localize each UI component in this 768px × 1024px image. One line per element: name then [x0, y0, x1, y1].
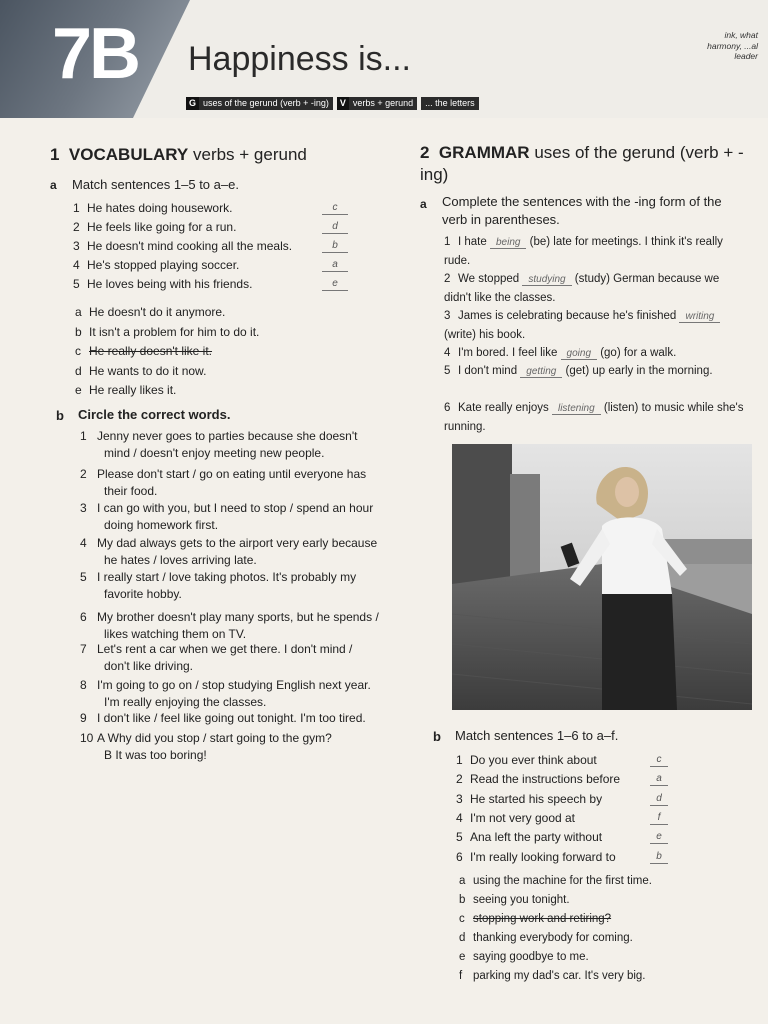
grammar-item [444, 399, 749, 436]
answer-blank: going [561, 348, 597, 360]
grammar-b-instruction: Match sentences 1–6 to a–f. [455, 728, 619, 743]
item-text: He loves being with his friends. [87, 277, 253, 291]
item-line: mind / doesn't enjoy meeting new people. [104, 446, 325, 460]
match-item [456, 828, 656, 846]
option-text: saying goodbye to me. [473, 951, 589, 963]
grammar-item [444, 344, 749, 363]
item-text: Ana left the party without [470, 830, 603, 845]
match-option [459, 967, 749, 985]
vocab-number: 1 [50, 145, 60, 164]
item-line: Let's rent a car when we get there. I don't mind / [97, 642, 353, 656]
option-text: It isn't a problem for him to do it. [89, 324, 260, 339]
answer-blank: studying [522, 274, 571, 286]
item-number: 8 [80, 678, 87, 692]
grammar-title: GRAMMAR [438, 143, 530, 162]
option-letter: e [459, 951, 466, 963]
circle-item [80, 569, 410, 603]
vocab-option [75, 303, 395, 321]
item-number: 5 [456, 830, 463, 845]
option-letter: f [459, 970, 463, 982]
grammar-item [444, 270, 749, 307]
answer-blank: being [490, 237, 526, 249]
item-number: 3 [456, 791, 463, 806]
option-letter: e [75, 383, 82, 397]
item-post: (be) late for meetings. I think it's really rude. [444, 236, 723, 267]
item-text: Do you ever think about [470, 753, 597, 767]
topic-bar [186, 97, 479, 110]
item-number: 1 [456, 753, 463, 767]
item-line: I'm going to go on / stop studying English next year. [97, 678, 371, 692]
circle-item [80, 466, 410, 500]
match-option [459, 891, 749, 909]
item-line: A Why did you stop / start going to the gym? [97, 731, 332, 745]
item-post: (go) for a walk. [597, 347, 677, 359]
vocab-heading [50, 145, 307, 165]
item-number: 2 [80, 467, 87, 481]
item-line: My brother doesn't play many sports, but he spends / [97, 610, 379, 624]
item-number: 2 [444, 273, 451, 285]
answer-blank: f [650, 812, 668, 825]
option-letter: c [75, 344, 81, 358]
item-text: He feels like going for a run. [87, 220, 237, 234]
option-letter: b [459, 894, 466, 906]
answer-blank: a [322, 259, 348, 272]
item-text: I'm not very good at [470, 810, 576, 825]
match-item [456, 770, 656, 788]
grammar-topic: uses of the gerund (verb + -ing) [199, 97, 333, 110]
option-letter: d [75, 363, 82, 378]
option-letter: a [459, 875, 466, 887]
item-pre: I'm bored. I feel like [458, 347, 561, 359]
item-number: 5 [444, 365, 451, 377]
match-option [459, 929, 749, 947]
item-number: 2 [456, 772, 463, 787]
answer-blank: e [322, 278, 348, 291]
item-post: (write) his book. [444, 329, 526, 341]
item-pre: I don't mind [458, 365, 521, 377]
circle-item [80, 609, 410, 643]
circle-item [80, 677, 410, 711]
item-number: 1 [444, 236, 451, 248]
item-number: 10 [80, 731, 94, 745]
runner-illustration [452, 444, 752, 710]
answer-blank: d [322, 221, 348, 234]
item-number: 2 [73, 220, 80, 234]
item-line: I don't like / feel like going out tonight. I'm too tired. [97, 711, 366, 725]
option-text: He wants to do it now. [89, 363, 207, 378]
match-item [456, 848, 656, 866]
item-number: 4 [73, 258, 80, 272]
item-number: 1 [80, 429, 87, 443]
grammar-a-label: a [420, 197, 427, 211]
answer-blank: b [650, 851, 668, 864]
circle-item [80, 641, 410, 675]
item-line: Please don't start / go on eating until everyone has [97, 467, 367, 481]
answer-blank: c [322, 202, 348, 215]
item-line: I really start / love taking photos. It's probably my [97, 570, 357, 584]
item-line: favorite hobby. [104, 587, 182, 601]
runner-photo [452, 444, 752, 710]
answer-blank: listening [552, 403, 601, 415]
page-title: Happiness is... [188, 40, 411, 78]
item-line: don't like driving. [104, 659, 194, 673]
grammar-number: 2 [420, 143, 430, 162]
option-text: stopping work and retiring? [473, 913, 612, 925]
vocab-a-label: a [50, 178, 57, 192]
item-number: 6 [456, 849, 463, 864]
item-line: doing homework first. [104, 518, 219, 532]
item-pre: We stopped [458, 273, 523, 285]
answer-blank: getting [520, 366, 562, 378]
option-letter: b [75, 324, 82, 339]
match-option [459, 910, 749, 928]
item-line: he hates / loves arriving late. [104, 553, 257, 567]
grammar-item [444, 307, 749, 344]
grammar-subtitle: uses of the gerund (verb + -ing) [420, 143, 744, 184]
corner-text: ink, what harmony, ...al leader [707, 30, 758, 62]
item-line: Jenny never goes to parties because she doesn't [97, 429, 358, 443]
item-post: (get) up early in the morning. [562, 365, 713, 377]
circle-item [80, 730, 410, 764]
item-number: 1 [73, 201, 80, 215]
item-line: B It was too boring! [104, 748, 207, 762]
vocab-title: VOCABULARY [68, 145, 189, 164]
item-post: (listen) to music while she's running. [444, 402, 744, 433]
item-number: 6 [80, 610, 87, 624]
item-text: He doesn't mind cooking all the meals. [87, 239, 293, 253]
item-text: Read the instructions before [470, 772, 621, 787]
answer-blank: writing [679, 311, 720, 323]
option-letter: d [459, 932, 466, 944]
item-line: their food. [104, 484, 158, 498]
item-number: 9 [80, 711, 87, 725]
unit-number: 7B [52, 14, 139, 94]
item-pre: Kate really enjoys [458, 402, 552, 414]
item-number: 3 [73, 239, 80, 253]
circle-item [80, 428, 410, 462]
option-text: parking my dad's car. It's very big. [473, 970, 646, 982]
item-line: I'm really enjoying the classes. [104, 695, 267, 709]
grammar-heading [420, 142, 750, 186]
item-number: 6 [444, 402, 451, 414]
extra-topic: ... the letters [421, 97, 479, 110]
match-option [459, 948, 749, 966]
vocab-key: V [337, 97, 349, 110]
match-item [456, 790, 656, 808]
vocab-option [75, 342, 395, 360]
item-number: 4 [80, 536, 87, 550]
option-text: He really likes it. [89, 383, 177, 397]
grammar-key: G [186, 97, 199, 110]
item-text: He started his speech by [470, 791, 603, 806]
item-number: 7 [80, 642, 87, 656]
item-pre: James is celebrating because he's finished [458, 310, 680, 322]
answer-blank: b [322, 240, 348, 253]
vocab-option [75, 381, 395, 399]
match-item [456, 809, 656, 827]
vocab-option [75, 362, 395, 380]
item-pre: I hate [458, 236, 490, 248]
item-line: I can go with you, but I need to stop / spend an hour [97, 501, 374, 515]
answer-blank: a [650, 773, 668, 786]
item-text: I'm really looking forward to [470, 849, 616, 864]
grammar-item [444, 233, 749, 270]
circle-item [80, 710, 410, 727]
item-post: (study) German because we didn't like the classes. [444, 273, 720, 304]
vocab-a-instruction: Match sentences 1–5 to a–e. [72, 177, 239, 192]
match-option [459, 872, 749, 890]
item-text: He hates doing housework. [87, 201, 233, 215]
answer-blank: c [650, 754, 668, 767]
grammar-item [444, 362, 749, 381]
answer-blank: d [650, 793, 668, 806]
option-text: thanking everybody for coming. [473, 932, 633, 944]
vocab-subtitle: verbs + gerund [192, 145, 307, 164]
item-number: 4 [444, 347, 451, 359]
vocab-b-instruction: Circle the correct words. [78, 407, 231, 422]
item-number: 4 [456, 810, 463, 825]
page-header [0, 0, 768, 118]
item-number: 5 [80, 570, 87, 584]
vocab-option [75, 323, 395, 341]
grammar-a-instruction: Complete the sentences with the -ing form of the verb in parentheses. [442, 194, 722, 227]
option-letter: c [459, 913, 465, 925]
vocab-b-label: b [56, 408, 64, 423]
option-letter: a [75, 305, 82, 319]
option-text: seeing you tonight. [473, 894, 570, 906]
item-number: 3 [444, 310, 451, 322]
grammar-b-label: b [433, 729, 441, 744]
item-line: My dad always gets to the airport very early because [97, 536, 378, 550]
item-number: 3 [80, 501, 87, 515]
option-text: He doesn't do it anymore. [89, 305, 226, 319]
item-number: 5 [73, 277, 80, 291]
answer-blank: e [650, 831, 668, 844]
vocab-topic: verbs + gerund [349, 97, 417, 110]
item-line: likes watching them on TV. [104, 627, 247, 641]
circle-item [80, 500, 410, 534]
circle-item [80, 535, 410, 569]
option-text: using the machine for the first time. [473, 875, 652, 887]
option-text: He really doesn't like it. [89, 344, 213, 358]
match-item [456, 751, 656, 769]
item-text: He's stopped playing soccer. [87, 258, 240, 272]
